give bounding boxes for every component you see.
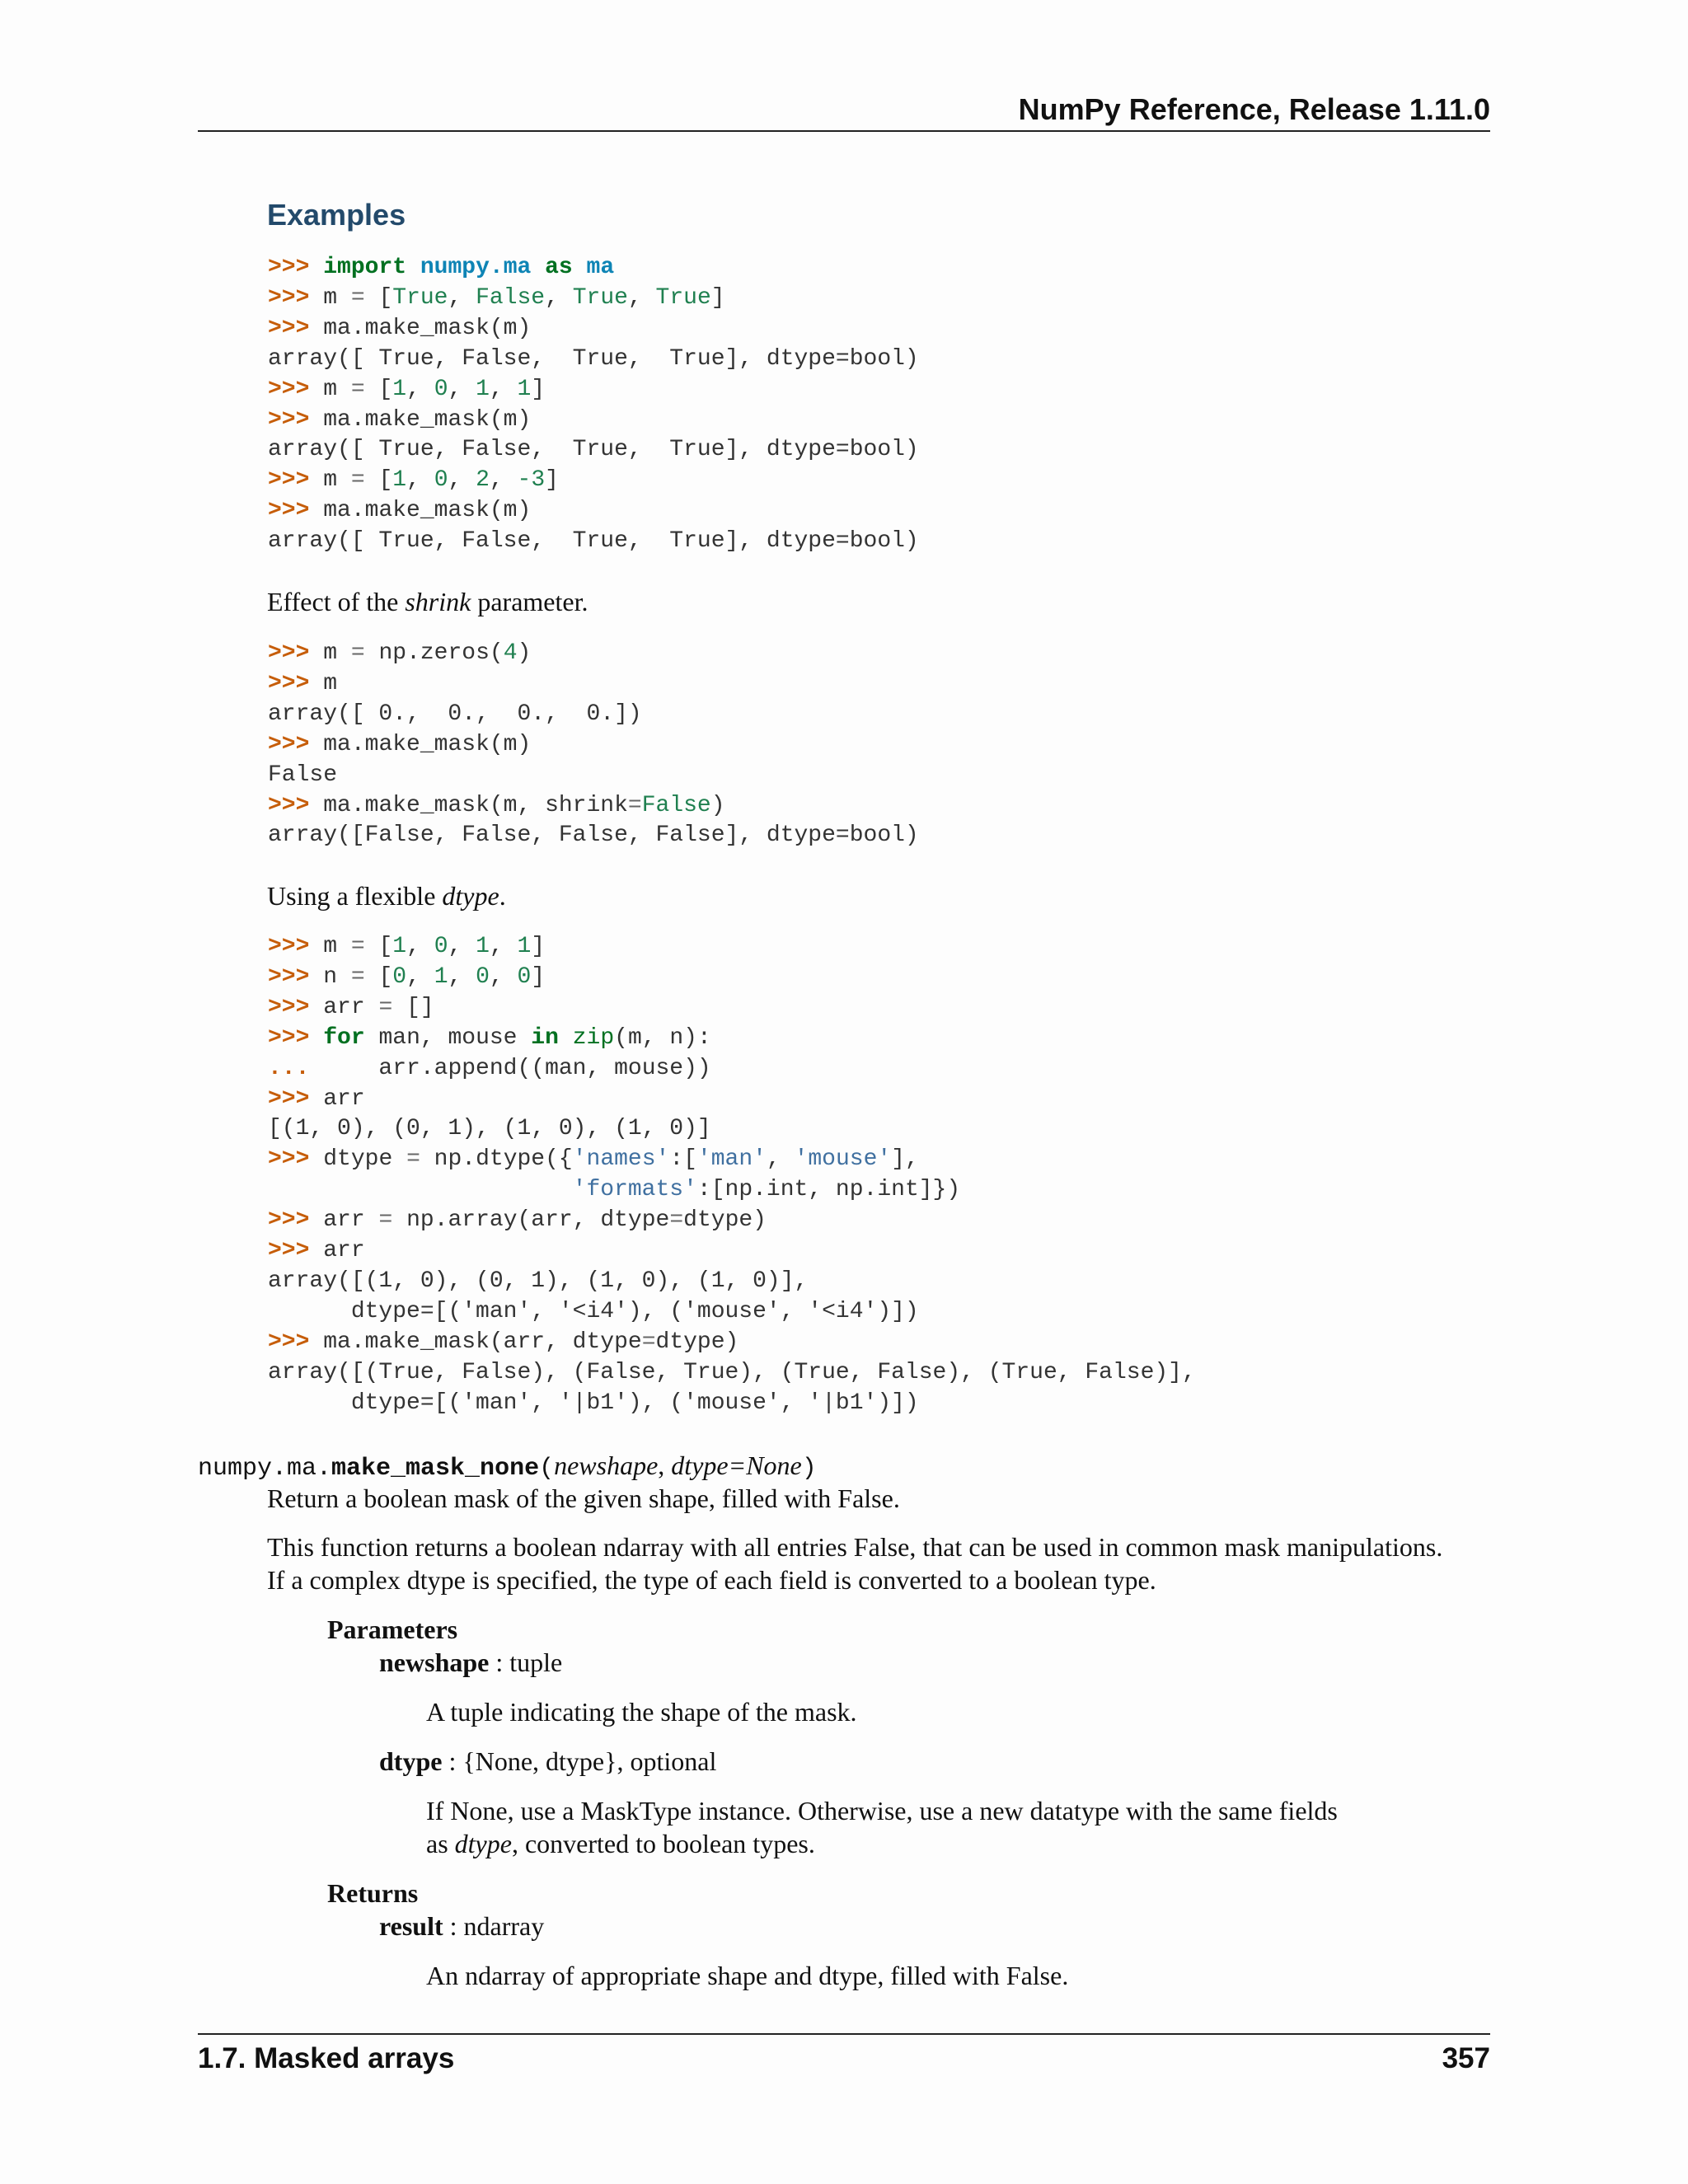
parameters-heading: Parameters	[327, 1615, 458, 1644]
footer-rule	[198, 2033, 1490, 2035]
return-result: result : ndarray	[379, 1911, 545, 1941]
page-number: 357	[1442, 2042, 1490, 2074]
shrink-paragraph: Effect of the shrink parameter.	[267, 587, 588, 616]
signature-module: numpy.ma.	[198, 1455, 332, 1483]
description-line-1: This function returns a boolean ndarray with all entries False, that can be used in common mask manipulations.	[267, 1532, 1443, 1562]
signature-arg-dtype: dtype=None	[671, 1451, 802, 1480]
param-dtype: dtype : {None, dtype}, optional	[379, 1746, 717, 1776]
running-header: NumPy Reference, Release 1.11.0	[1018, 92, 1490, 126]
function-signature: numpy.ma.make_mask_none(newshape, dtype=None)	[198, 1451, 817, 1483]
signature-arg-newshape: newshape	[554, 1451, 659, 1480]
description-line-2: If a complex dtype is specified, the type of each field is converted to a boolean type.	[267, 1565, 1156, 1595]
flexible-paragraph: Using a flexible dtype.	[267, 881, 506, 911]
footer-section-title: 1.7. Masked arrays	[198, 2042, 455, 2074]
examples-heading: Examples	[267, 198, 406, 232]
param-dtype-desc-1: If None, use a MaskType instance. Otherwise, use a new datatype with the same fields	[426, 1796, 1338, 1825]
function-summary: Return a boolean mask of the given shape, filled with False.	[267, 1483, 900, 1513]
param-newshape: newshape : tuple	[379, 1647, 563, 1677]
param-newshape-desc: A tuple indicating the shape of the mask.	[426, 1697, 857, 1727]
prompt: >>>	[268, 255, 310, 280]
param-dtype-desc-2: as dtype, converted to boolean types.	[426, 1829, 815, 1858]
signature-name: make_mask_none	[331, 1455, 540, 1483]
return-result-desc: An ndarray of appropriate shape and dtype, filled with False.	[426, 1961, 1069, 1990]
returns-heading: Returns	[327, 1878, 419, 1908]
code-block-1: >>> import numpy.ma as ma >>> m = [True, False, True, True] >>> ma.make_mask(m) array([ True, False, True, True], dtype=bool) >>> m = [1, 0, 1, 1] >>> ma.make_mask(m) array([ True, False, True, True], dtype=bool) >>> m = [1, 0, 2, -3] >>> ma.make_mask(m) array([ True, False, True, True], dtype=bool)	[268, 255, 919, 555]
code-block-3: >>> m = [1, 0, 1, 1] >>> n = [0, 1, 0, 0] >>> arr = [] >>> for man, mouse in zip(m, n): ... arr.append((man, mouse)) >>> arr [(1, 0), (0, 1), (1, 0), (1, 0)] >>> dtype = np.dtype({'names':['man', 'mouse'], 'formats':[np.int, np.int]}) >>> arr = np.array(arr, dtype=dtype) >>> arr array([(1, 0), (0, 1), (1, 0), (1, 0)], dtype=[('man', '<i4'), ('mouse', '<i4')]) >>> ma.make_mask(arr, dtype=dtype) array([(True, False), (False, True), (True, False), (True, False)], dtype=[('man', '|b1'), ('mouse', '|b1')])	[268, 934, 1196, 1416]
code-block-2: >>> m = np.zeros(4) >>> m array([ 0., 0., 0., 0.]) >>> ma.make_mask(m) False >>> ma.make_mask(m, shrink=False) array([False, False, False, False], dtype=bool)	[268, 640, 919, 849]
header-rule	[198, 130, 1490, 132]
